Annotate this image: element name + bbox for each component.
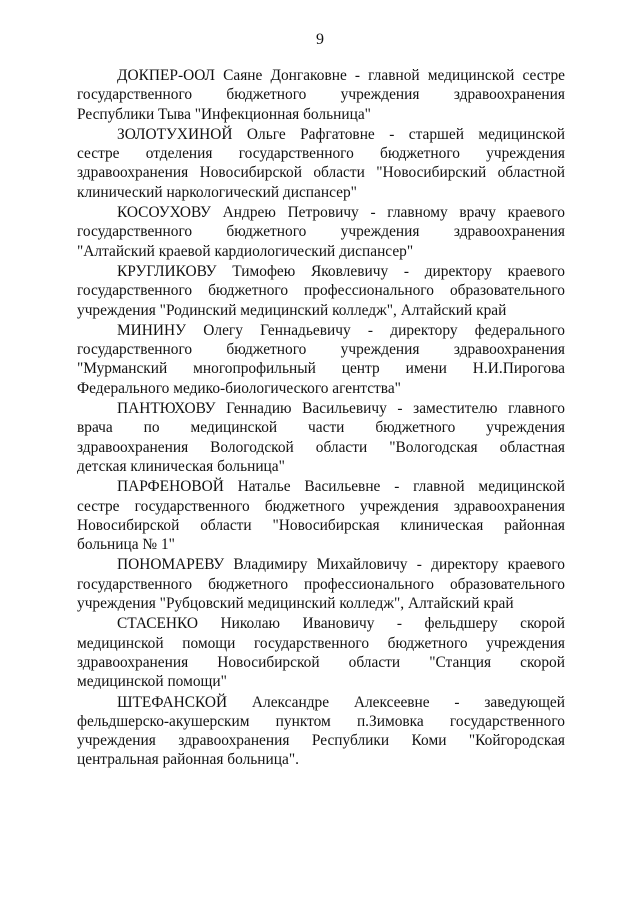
entry-line: центральная районная больница".	[77, 751, 299, 769]
entry-line: ЗОЛОТУХИНОЙ Ольге Рафгатовне - старшей медицинской	[117, 125, 565, 143]
entry-line: Федерального медико-биологического агентства"	[77, 379, 401, 397]
entry-line: ДОКПЕР-ООЛ Саяне Донгаковне - главной медицинской сестре	[117, 67, 565, 84]
entry-line: ПАНТЮХОВУ Геннадию Васильевичу - заместителю главного	[117, 400, 565, 418]
entry-line: учреждения здравоохранения Республики Коми "Койгородская	[77, 732, 565, 750]
award-entry	[77, 399, 565, 476]
award-entry	[77, 262, 565, 320]
entry-line: здравоохранения Новосибирской области "Станция скорой	[77, 653, 565, 671]
award-entry	[77, 203, 565, 261]
entry-line: ШТЕФАНСКОЙ Александре Алексеевне - заведующей	[117, 693, 565, 711]
entry-line: клинический наркологический диспансер"	[77, 183, 357, 201]
award-entry	[77, 477, 565, 554]
entry-line: "Алтайский краевой кардиологический диспансер"	[77, 242, 414, 260]
entry-line: медицинской помощи государственного бюджетного учреждения	[77, 634, 565, 652]
entry-line: МИНИНУ Олегу Геннадьевичу - директору федерального	[117, 321, 565, 339]
entry-line: учреждения "Рубцовский медицинский колледж", Алтайский край	[77, 595, 514, 613]
award-entry	[77, 555, 565, 613]
entry-line: сестре государственного бюджетного учреждения здравоохранения	[77, 497, 565, 515]
entry-line: ПАРФЕНОВОЙ Наталье Васильевне - главной медицинской	[117, 478, 565, 496]
entry-line: сестре отделения государственного бюджетного учреждения	[77, 145, 565, 163]
award-list	[77, 66, 565, 771]
entry-line: государственного бюджетного учреждения здравоохранения	[77, 341, 565, 359]
entry-line: государственного бюджетного учреждения здравоохранения	[77, 223, 565, 241]
award-entry	[77, 693, 565, 770]
award-entry	[77, 66, 565, 124]
award-entry	[77, 125, 565, 202]
entry-line: государственного бюджетного профессионального образовательного	[77, 575, 565, 593]
entry-line: Республики Тыва "Инфекционная больница"	[77, 105, 371, 123]
entry-line: государственного бюджетного учреждения здравоохранения	[77, 86, 565, 104]
entry-line: здравоохранения Вологодской области "Вологодская областная	[77, 438, 565, 456]
entry-line: здравоохранения Новосибирской области "Новосибирский областной	[77, 164, 565, 182]
entry-line: Новосибирской области "Новосибирская клиническая районная	[77, 516, 565, 534]
entry-line: ПОНОМАРЕВУ Владимиру Михайловичу - директору краевого	[117, 556, 565, 574]
entry-line: медицинской помощи"	[77, 673, 227, 691]
entry-line: больница № 1"	[77, 536, 175, 554]
entry-line: "Мурманский многопрофильный центр имени Н.И.Пирогова	[77, 360, 565, 378]
entry-line: врача по медицинской части бюджетного учреждения	[77, 419, 565, 437]
entry-line: учреждения "Родинский медицинский колледж", Алтайский край	[77, 301, 507, 319]
entry-line: фельдшерско-акушерским пунктом п.Зимовка государственного	[77, 712, 565, 730]
entry-line: СТАСЕНКО Николаю Ивановичу - фельдшеру скорой	[117, 615, 565, 633]
award-entry	[77, 614, 565, 691]
entry-line: государственного бюджетного профессионального образовательного	[77, 282, 565, 300]
entry-line: детская клиническая больница"	[77, 457, 285, 475]
page-number: 9	[316, 31, 324, 48]
award-entry	[77, 321, 565, 398]
entry-line: КРУГЛИКОВУ Тимофею Яковлевичу - директору краевого	[117, 262, 565, 280]
entry-line: КОСОУХОВУ Андрею Петровичу - главному врачу краевого	[117, 204, 565, 222]
